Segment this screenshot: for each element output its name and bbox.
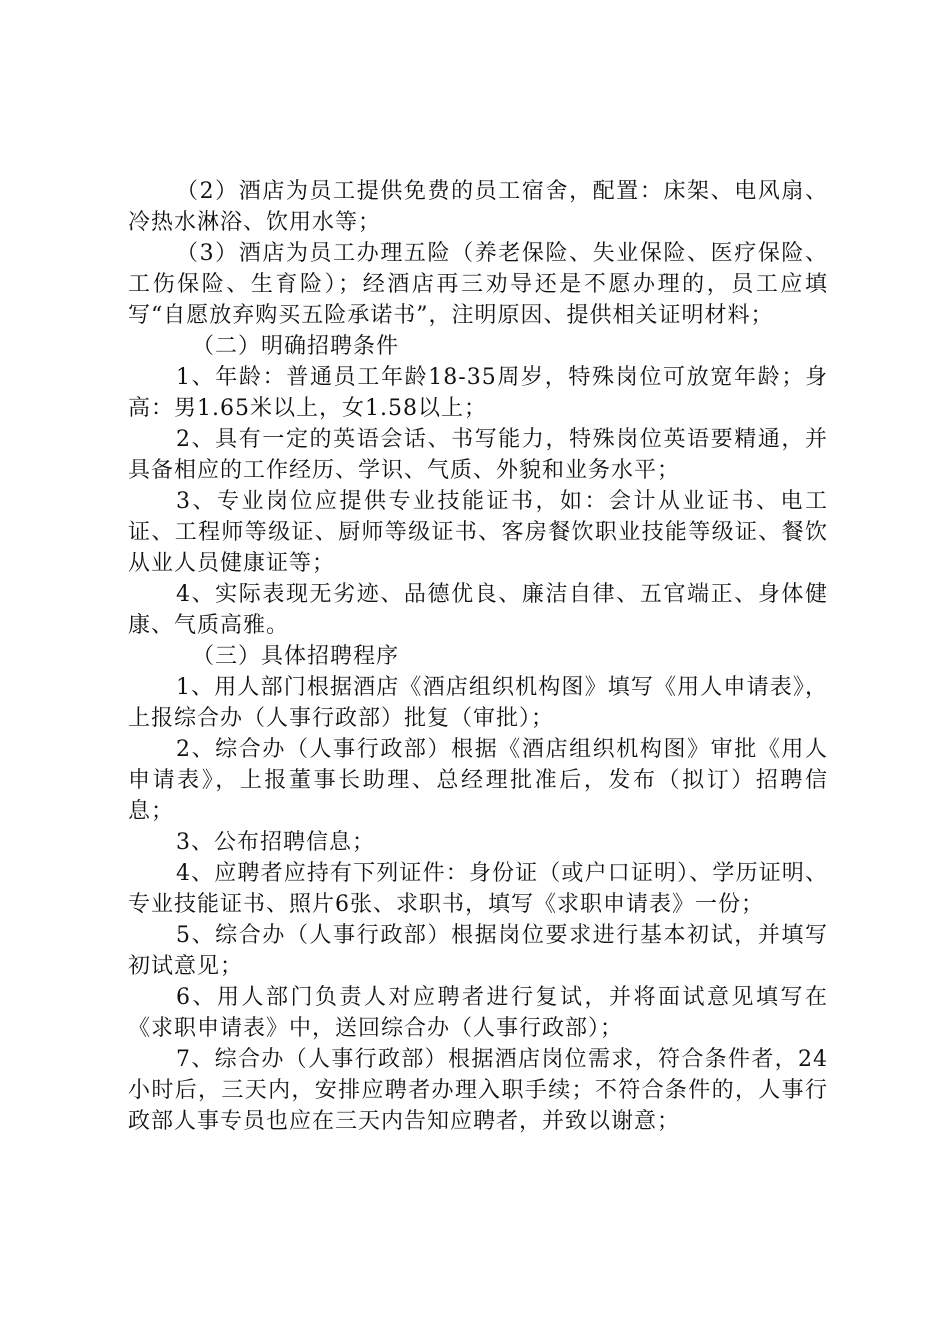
paragraph-procedure-step-4: 4、应聘者应持有下列证件：身份证（或户口证明）、学历证明、专业技能证书、照片6张、求职书，填写《求职申请表》一份； [128,861,828,917]
paragraph-benefit-insurance: （3）酒店为员工办理五险（养老保险、失业保险、医疗保险、工伤保险、生育险）；经酒店再三劝导还是不愿办理的，员工应填写“自愿放弃购买五险承诺书”，注明原因、提供相关证明材料； [128,241,828,328]
section-heading-recruitment-procedure: （三）具体招聘程序 [192,644,400,669]
paragraph-benefit-dormitory: （2）酒店为员工提供免费的员工宿舍，配置：床架、电风扇、冷热水淋浴、饮用水等； [128,179,828,235]
paragraph-condition-conduct: 4、实际表现无劣迹、品德优良、廉洁自律、五官端正、身体健康、气质高雅。 [128,582,828,638]
paragraph-condition-age: 1、年龄：普通员工年龄18-35周岁，特殊岗位可放宽年龄；身高：男1.65米以上，女1.58以上； [128,365,828,421]
paragraph-procedure-step-3: 3、公布招聘信息； [176,830,375,855]
paragraph-condition-certificates: 3、专业岗位应提供专业技能证书，如：会计从业证书、电工证、工程师等级证、厨师等级证书、客房餐饮职业技能等级证、餐饮从业人员健康证等； [128,489,828,576]
paragraph-condition-english: 2、具有一定的英语会话、书写能力，特殊岗位英语要精通，并具备相应的工作经历、学识、气质、外貌和业务水平； [128,427,828,483]
paragraph-procedure-step-1: 1、用人部门根据酒店《酒店组织机构图》填写《用人申请表》，上报综合办（人事行政部）批复（审批）； [128,675,828,731]
paragraph-procedure-step-5: 5、综合办（人事行政部）根据岗位要求进行基本初试，并填写初试意见； [128,923,828,979]
section-heading-recruitment-conditions: （二）明确招聘条件 [192,334,400,359]
paragraph-procedure-step-7: 7、综合办（人事行政部）根据酒店岗位需求，符合条件者，24小时后，三天内，安排应聘者办理入职手续；不符合条件的，人事行政部人事专员也应在三天内告知应聘者，并致以谢意； [128,1047,828,1134]
paragraph-procedure-step-2: 2、综合办（人事行政部）根据《酒店组织机构图》审批《用人申请表》，上报董事长助理、总经理批准后，发布（拟订）招聘信息； [128,737,828,824]
paragraph-procedure-step-6: 6、用人部门负责人对应聘者进行复试，并将面试意见填写在《求职申请表》中，送回综合办（人事行政部）； [128,985,828,1041]
document-body [128,176,828,1137]
